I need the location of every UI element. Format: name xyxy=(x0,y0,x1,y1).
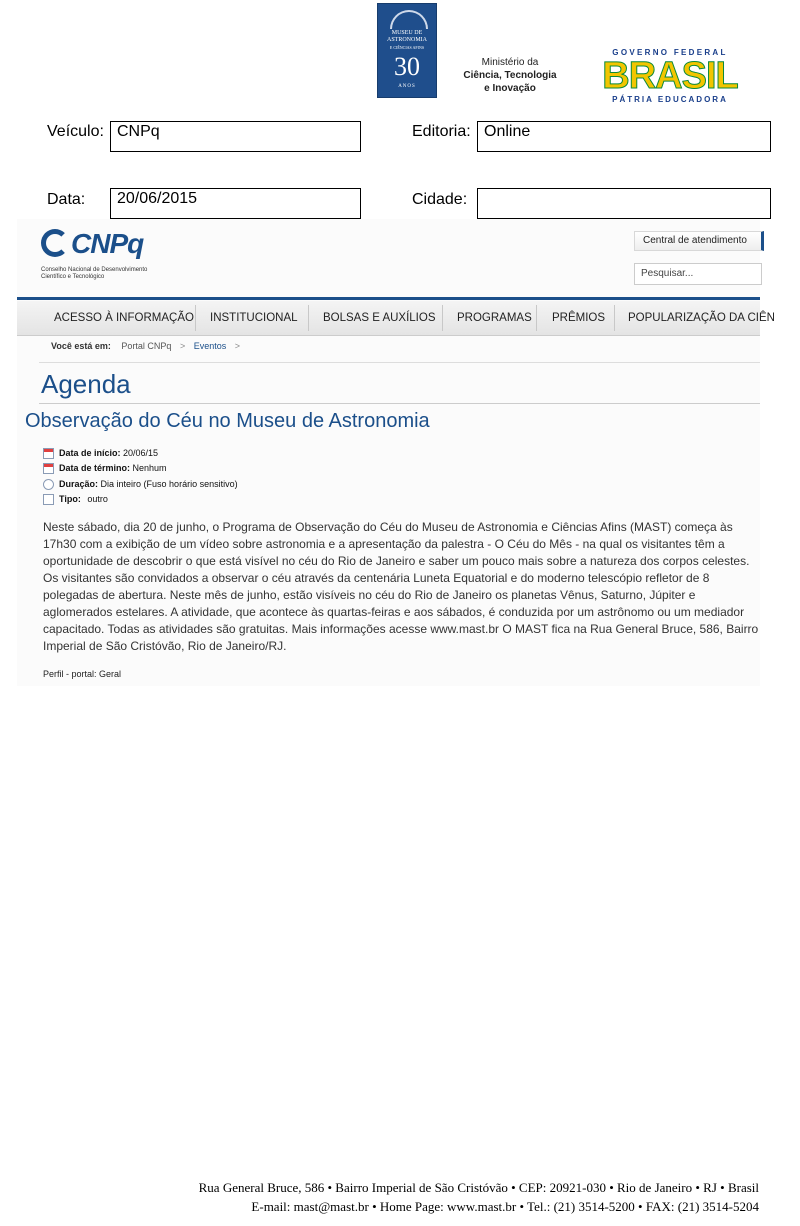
main-nav xyxy=(17,301,775,336)
cidade-label: Cidade: xyxy=(412,191,468,208)
meta-duration xyxy=(43,479,238,490)
breadcrumb-separator: > xyxy=(179,341,186,351)
event-title: Observação do Céu no Museu de Astronomia xyxy=(25,410,430,432)
header-divider xyxy=(17,297,760,300)
nav-divider xyxy=(536,305,537,331)
nav-divider xyxy=(308,305,309,331)
cnpq-webpage-clipping xyxy=(17,219,775,686)
cnpq-logo-sub2: Científico e Tecnológico xyxy=(41,274,105,280)
data-label: Data: xyxy=(47,191,86,208)
veiculo-label: Veículo: xyxy=(47,123,104,140)
nav-programas[interactable]: PROGRAMAS xyxy=(457,312,532,324)
meta-end-date xyxy=(43,463,167,474)
clock-icon xyxy=(43,479,54,490)
central-atendimento-button[interactable]: Central de atendimento xyxy=(634,231,764,251)
meta-label: Data de término: xyxy=(59,463,131,473)
gov-main-text: BRASIL xyxy=(602,55,738,97)
meta-label: Duração: xyxy=(59,479,99,489)
meta-label: Data de início: xyxy=(59,448,121,458)
ministry-line2: Ciência, Tecnologia xyxy=(463,70,557,81)
document-icon xyxy=(43,494,54,505)
section-divider xyxy=(39,403,760,404)
search-input[interactable]: Pesquisar... xyxy=(634,263,762,285)
cidade-field[interactable] xyxy=(477,188,771,219)
cnpq-logo-sub1: Conselho Nacional de Desenvolvimento xyxy=(41,267,148,273)
nav-premios[interactable]: PRÊMIOS xyxy=(552,312,606,324)
meta-value: outro xyxy=(87,494,108,504)
mast-30-anos-logo xyxy=(377,3,437,98)
meta-type xyxy=(43,494,108,505)
mast-logo-suffix: ANOS xyxy=(398,84,416,89)
gov-bottom-text: PÁTRIA EDUCADORA xyxy=(612,95,728,104)
cnpq-logo-name: CNPq xyxy=(71,228,144,259)
meta-value: Nenhum xyxy=(132,463,167,473)
calendar-icon xyxy=(43,463,54,474)
observatory-dome-icon xyxy=(390,10,428,29)
ministry-logo xyxy=(452,56,568,95)
section-title: Agenda xyxy=(41,369,131,399)
mast-logo-line1: MUSEU DE xyxy=(391,30,423,36)
meta-label: Tipo: xyxy=(59,494,81,504)
meta-value: Dia inteiro (Fuso horário sensitivo) xyxy=(100,479,238,489)
governo-federal-logo xyxy=(588,48,752,104)
mast-logo-line2: ASTRONOMIA xyxy=(386,37,427,43)
nav-acesso-informacao[interactable]: ACESSO À INFORMAÇÃO xyxy=(54,312,194,324)
data-field[interactable]: 20/06/2015 xyxy=(110,188,361,219)
calendar-icon xyxy=(43,448,54,459)
breadcrumb-separator: > xyxy=(234,341,241,351)
nav-bolsas-auxilios[interactable]: BOLSAS E AUXÍLIOS xyxy=(323,312,436,324)
nav-popularizacao[interactable]: POPULARIZAÇÃO DA CIÊN xyxy=(628,312,775,324)
meta-start-date xyxy=(43,448,158,459)
footer-address: Rua General Bruce, 586 • Bairro Imperial de São Cristóvão • CEP: 20921-030 • Rio de Janeiro • RJ • Brasil xyxy=(198,1180,759,1195)
veiculo-field[interactable]: CNPq xyxy=(110,121,361,152)
mast-logo-number: 30 xyxy=(394,52,420,81)
event-description: Neste sábado, dia 20 de junho, o Programa de Observação do Céu do Museu de Astronomia e Ciências Afins (MAST) começa às 17h30 com a exibição de um vídeo sobre astronomia e a apresentação da palestra - O Céu do Mês - na qual os visitantes têm a oportunidade de descobrir o que está visível no céu do Rio de Janeiro e saber um pouco mais sobre a natureza dos corpos celestes. Os visitantes são convidados a observar o céu através da centenária Luneta Equatorial e do moderno telescópio refletor de 8 polegadas de abertura. Neste mês de junho, estão visíveis no céu do Rio de Janeiro os planetas Vênus, Saturno, Júpiter e aglomerados estelares. A atividade, que acontece às quartas-feiras e aos sábados, é conduzida por um astrônomo ou um mediador capacitado. Todas as atividades são gratuitas. Mais informações acesse www.mast.br O MAST fica na Rua General Bruce, 586, Bairro Imperial de São Cristóvão, Rio de Janeiro/RJ. xyxy=(43,520,759,653)
editoria-label: Editoria: xyxy=(412,123,471,140)
mast-logo-line3: E CIÊNCIAS AFINS xyxy=(389,45,425,50)
nav-divider xyxy=(195,305,196,331)
nav-divider xyxy=(442,305,443,331)
ministry-line3: e Inovação xyxy=(484,83,536,94)
cnpq-logo-icon xyxy=(41,229,69,257)
breadcrumb-prefix: Você está em: xyxy=(51,341,111,351)
editoria-field[interactable]: Online xyxy=(477,121,771,152)
breadcrumb xyxy=(51,341,246,351)
gov-top-text: GOVERNO FEDERAL xyxy=(612,48,728,57)
breadcrumb-portal-link[interactable]: Portal CNPq xyxy=(121,341,172,351)
ministry-line1: Ministério da xyxy=(481,57,539,68)
footer-contact: E-mail: mast@mast.br • Home Page: www.mast.br • Tel.: (21) 3514-5200 • FAX: (21) 3514-5204 xyxy=(251,1199,759,1214)
meta-value: 20/06/15 xyxy=(123,448,159,458)
nav-divider xyxy=(614,305,615,331)
nav-institucional[interactable]: INSTITUCIONAL xyxy=(210,312,298,324)
perfil-portal: Perfil - portal: Geral xyxy=(43,669,122,679)
breadcrumb-eventos-link[interactable]: Eventos xyxy=(193,341,227,351)
breadcrumb-divider xyxy=(39,362,760,363)
